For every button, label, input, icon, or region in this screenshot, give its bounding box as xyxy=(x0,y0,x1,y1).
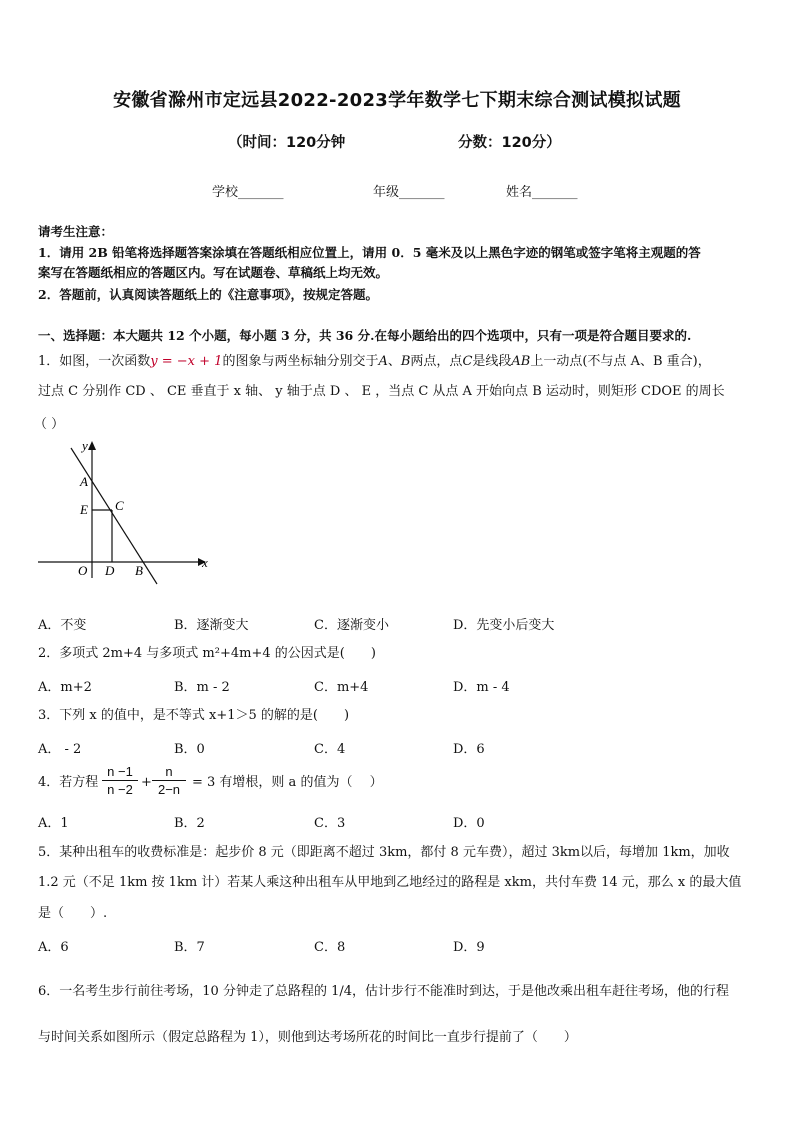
q5-line2: 1.2 元（不足 1km 按 1km 计）若某人乘这种出租车从甲地到乙地经过的路程是 xkm，共付车费 14 元，那么 x 的最大值 xyxy=(38,875,742,890)
q5-line3: 是（ ）. xyxy=(38,906,108,921)
notice-1b: 案写在答题纸相应的答题区内。写在试题卷、草稿纸上均无效。 xyxy=(38,265,389,280)
q6-line1: 6．一名考生步行前往考场，10 分钟走了总路程的 1/4，估计步行不能准时到达，于是他改乘出租车赶往考场，他的行程 xyxy=(38,984,730,999)
section-heading: 一、选择题：本大题共 12 个小题，每小题 3 分，共 36 分.在每小题给出的四个选项中，只有一项是符合题目要求的. xyxy=(38,328,692,343)
q1-point-a: A xyxy=(378,354,388,369)
q4-option-d: D．0 xyxy=(453,816,485,831)
q1-segment-ab: AB xyxy=(511,354,531,369)
q1-equation: y = −x + 1 xyxy=(150,354,223,369)
q1-text-a: 1．如图，一次函数 xyxy=(38,354,151,369)
name-field: 姓名_______ xyxy=(506,185,578,200)
q3-option-b: B．0 xyxy=(174,742,205,757)
q3-stem: 3．下列 x 的值中，是不等式 x+1＞5 的解的是( ) xyxy=(38,708,350,723)
q1-option-d: D．先变小后变大 xyxy=(453,618,555,633)
q2-option-d: D．m - 4 xyxy=(453,680,510,695)
q3-option-a: A． - 2 xyxy=(38,742,82,757)
q6-line2: 与时间关系如图所示（假定总路程为 1），则他到达考场所花的时间比一直步行提前了（ ） xyxy=(38,1030,577,1045)
q3-option-c: C．4 xyxy=(314,742,346,757)
q1-option-b: B．逐渐变大 xyxy=(174,618,249,633)
q4-option-c: C．3 xyxy=(314,816,346,831)
q1-sep: 、 xyxy=(387,354,401,369)
q4-fraction-1-num: n −1 xyxy=(107,764,133,779)
q4-option-a: A．1 xyxy=(38,816,69,831)
grade-field: 年级_______ xyxy=(373,185,445,200)
q1-option-a: A．不变 xyxy=(38,618,87,633)
q4-fraction-2 xyxy=(152,763,186,798)
exam-time: （时间：120分钟 xyxy=(228,135,346,151)
exam-score: 分数：120分） xyxy=(458,135,561,151)
q5-option-b: B．7 xyxy=(174,940,205,955)
q3-option-d: D．6 xyxy=(453,742,485,757)
q5-line1: 5．某种出租车的收费标准是：起步价 8 元（即距离不超过 3km，都付 8 元车费），超过 3km以后，每增加 1km，加收 xyxy=(38,845,730,860)
q4-option-b: B．2 xyxy=(174,816,205,831)
q5-option-d: D．9 xyxy=(453,940,485,955)
q1-point-b: B xyxy=(400,354,411,369)
q1-figure xyxy=(30,436,220,586)
q1-text-b: 的图象与两坐标轴分别交于 xyxy=(222,354,379,369)
q1-line2: 过点 C 分别作 CD 、 CE 垂直于 x 轴、 y 轴于点 D 、 E ，当点 C 从点 A 开始向点 B 运动时，则矩形 CDOE 的周长 xyxy=(38,384,725,399)
label-d: D xyxy=(105,563,115,578)
page-title: 安徽省滁州市定远县2022-2023学年数学七下期末综合测试模拟试题 xyxy=(113,90,681,111)
label-y: y xyxy=(82,438,88,453)
q5-option-a: A．6 xyxy=(38,940,69,955)
q2-stem: 2．多项式 2m+4 与多项式 m²+4m+4 的公因式是( ) xyxy=(38,646,376,661)
q2-option-a: A．m+2 xyxy=(38,680,92,695)
notice-1a: 1．请用 2B 铅笔将选择题答案涂填在答题纸相应位置上，请用 0．5 毫米及以上黑色字迹的钢笔或签字笔将主观题的答 xyxy=(38,245,701,260)
y-axis-arrow xyxy=(88,441,96,450)
q1-line1 xyxy=(38,352,711,372)
q1-option-c: C．逐渐变小 xyxy=(314,618,389,633)
q4-fraction-2-num: n xyxy=(165,764,173,779)
q5-option-c: C．8 xyxy=(314,940,346,955)
q4-plus: + xyxy=(141,775,152,790)
q1-text-e: 上一动点(不与点 A、B 重合)， xyxy=(530,354,711,369)
q2-option-c: C．m+4 xyxy=(314,680,369,695)
label-c: C xyxy=(115,498,124,513)
q4-fraction-2-den: 2−n xyxy=(152,780,186,798)
notice-2: 2．答题前，认真阅读答题纸上的《注意事项》，按规定答题。 xyxy=(38,287,378,302)
label-a: A xyxy=(80,474,88,489)
q4-fraction-1-den: n −2 xyxy=(102,780,138,798)
q4-post: = 3 有增根，则 a 的值为（ ） xyxy=(192,775,383,790)
q1-point-c: C xyxy=(462,354,473,369)
label-b: B xyxy=(135,563,143,578)
school-field: 学校_______ xyxy=(212,185,284,200)
label-o: O xyxy=(78,563,88,578)
q4-fraction-1 xyxy=(102,763,138,798)
q2-option-b: B．m - 2 xyxy=(174,680,230,695)
q1-text-d: 是线段 xyxy=(472,354,512,369)
q4-pre: 4．若方程 xyxy=(38,775,99,790)
label-x: x xyxy=(202,555,208,570)
q1-answer-paren: （ ） xyxy=(34,417,65,432)
label-e: E xyxy=(80,502,88,517)
q1-text-c: 两点，点 xyxy=(410,354,463,369)
notice-heading: 请考生注意： xyxy=(38,224,114,239)
